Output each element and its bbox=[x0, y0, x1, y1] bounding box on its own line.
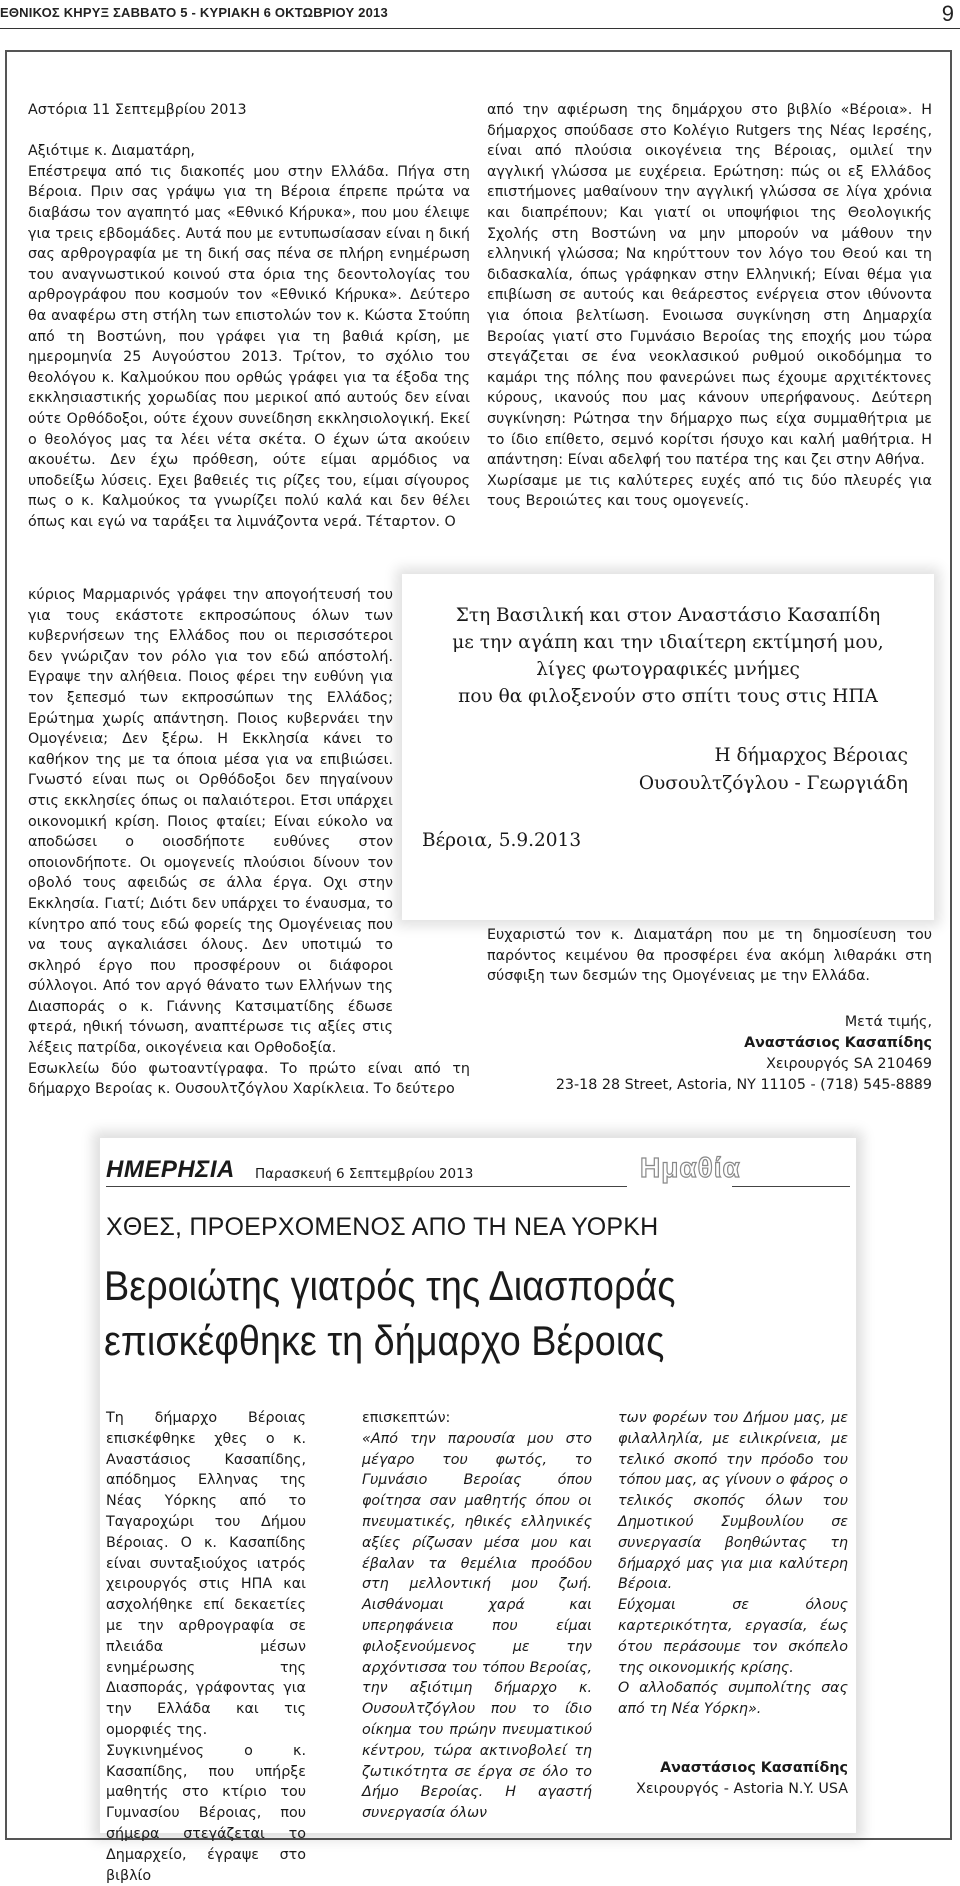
clipping-kicker: ΧΘΕΣ, ΠΡΟΕΡΧΟΜΕΝΟΣ ΑΠΟ ΤΗ ΝΕΑ ΥΟΡΚΗ bbox=[106, 1213, 659, 1241]
clipping-quote: Εύχομαι σε όλους καρτερικότητα, εργασία, έως ότου περάσουμε τον σκόπελο της οικονομικής κρίσης. bbox=[618, 1597, 848, 1676]
page-header bbox=[0, 0, 960, 29]
clipping-rule bbox=[732, 1186, 850, 1187]
clipping-signature bbox=[600, 1758, 848, 1800]
clipping-paragraph: Τη δήμαρχο Βέροιας επισκέφθηκε χθες ο κ. Αναστάσιος Κασαπίδης, απόδημος Ελληνας της Νέας Υόρκης από το Ταγαροχώρι του Δήμου Βέροιας. Ο κ. Κασαπίδης είναι συνταξιούχος ιατρός χειρουργός στις ΗΠΑ και ασχολήθηκε επί δεκαετίες με την αρθρογραφία σε πλειάδα μέσων ενημέρωσης της Διασποράς, γράφοντας για την Ελλάδα και τις ομορφιές της. bbox=[106, 1410, 306, 1738]
signer-name: Ουσουλτζόγλου - Γεωργιάδη bbox=[638, 773, 908, 794]
dedication-signer bbox=[639, 742, 908, 798]
clipping-paragraph: επισκεπτών: bbox=[362, 1410, 451, 1426]
clipping-column-1 bbox=[106, 1408, 306, 1886]
letter-date: Αστόρια 11 Σεπτεμβρίου 2013 bbox=[28, 102, 247, 118]
newspaper-clipping bbox=[100, 1138, 856, 1884]
clipping-section: Ημαθία bbox=[640, 1152, 741, 1183]
dedication-line: Στη Βασιλική και στον Αναστάσιο Κασαπίδη bbox=[455, 605, 881, 626]
letter-paragraph: Εσωκλείω δύο φωτοαντίγραφα. Το πρώτο είναι από τη δήμαρχο Βεροίας κ. Ουσουλτζόγλου Χαρίκλεια. Το δεύτερο bbox=[28, 1060, 470, 1098]
clipping-column-2 bbox=[362, 1408, 592, 1824]
dedication-text bbox=[402, 602, 934, 710]
signature-name: Αναστάσιος Κασαπίδης bbox=[744, 1035, 932, 1051]
clipping-headline bbox=[104, 1258, 770, 1368]
clipping-quote: «Από την παρουσία μου στο μέγαρο του φωτός, το Γυμνάσιο Βεροίας όπου φοίτησα σαν μαθητής όπου οι πνευματικές, ηθικές ελληνικές αξίες ρίζωσαν μέσα μου και έβαλαν τα θεμέλια προόδου στη μελλοντική μου ζωή. Αισθάνομαι χαρά και υπερηφάνεια που είμαι φιλοξενούμενος με την αρχόντισσα του τόπου Βεροίας, την αξιότιμη δήμαρχο κ. Ουσουλτζόγλου που το ίδιο οίκημα του πρώην πνευματικού κέντρου, τώρα ακτινοβολεί τη ζωτικότητα σε έργα σε όλο το Δήμο Βεροίας. Η αγαστή συνεργασία όλων bbox=[362, 1430, 592, 1822]
headline-line: επισκέφθηκε τη δήμαρχο Βέροιας bbox=[104, 1317, 665, 1364]
letter-closing bbox=[487, 925, 932, 987]
letter-paragraph: Επέστρεψα από τις διακοπές μου στην Ελλάδα. Πήγα στη Βέροια. Πριν σας γράψω για τη Βέροια έπρεπε πρώτα να διαβάσω τον αγαπητό μας «Εθνικό Κήρυκα», που μου έλειψε για τρεις εβδομάδες. Αυτά που με εντυπωσίασαν είναι η δική σας αρθρογραφία με τη δική σας πένα σε πλήρη ενημέρωση του αναγνωστικού κοινού στα όρια της δεοντολογίας του αρθρογράφου που κοσμούν τον «Εθνικό Κήρυκα». Δεύτερο θα αναφέρω στη στήλη των επιστολών τον κ. Κώστα Στούπη από τη Βοστώνη, που γράφει για τη βαθιά κρίση, με ημερομηνία 25 Αυγούστου 2013. Τρίτον, το σχόλιο του θεολόγου κ. Καλμούκου που ορθώς γράφει για τα έξοδα της εκκλησιαστικής χορωδίας που μερικοί από αυτούς δεν είναι ούτε Ορθόδοξοι, ούτε έχουν συνείδηση εκκλησιολογική. Εκεί ο θεολόγος μας τα λέει νέτα σκέτα. Ο έχων ώτα ακούειν ακουέτω. Δεν έχω πρόθεση, ούτε είμαι αρμόδιος να υποδείξω λύσεις. Εχει βαθειές τις ρίζες του, είμαι σίγουρος πως ο κ. Καλμούκος τα γνωρίζει πολύ καλά και δεν θέλει όπως και εγώ να ταράξει τα λιμνάζοντα νερά. Τέταρτον. Ο bbox=[28, 163, 470, 530]
signer-title: Η δήμαρχος Βέροιας bbox=[714, 745, 908, 766]
dedication-line: που θα φιλοξενούν στο σπίτι τους στις ΗΠΑ bbox=[458, 686, 878, 707]
clipping-signature-name: Αναστάσιος Κασαπίδης bbox=[660, 1760, 848, 1776]
page-number: 9 bbox=[941, 1, 954, 26]
signature-salutation: Μετά τιμής, bbox=[844, 1014, 932, 1030]
letter-signature bbox=[487, 1012, 932, 1096]
letter-paragraph: κύριος Μαρμαρινός γράφει την απογοήτευσή του για τους εκάστοτε εκπροσώπους όλων των κυβερνήσεων της Ελλάδος που οι περισσότεροι δεν γνώριζαν τον ρόλο για τον εδώ απόστολή. Εγραψε την αλήθεια. Ποιος φέρει την ευθύνη για τον ξεπεσμό των εκπροσώπων της Ελλάδος; Ερώτημα χωρίς απάντηση. Ποιος κυβερνάει την Ομογένεια; Δεν ξέρω. Η Εκκλησία κάνει το καθήκον της με τα όποια μέσα για να επιβιώσει. Γνωστό είναι πως οι Ορθόδοξοι δεν πηγαίνουν στις εκκλησίες όπως οι παλαιότεροι. Ετσι υπάρχει οικονομική κρίση. Ποιος φταίει; Είναι εύκολο να αποδώσει ο οιοσδήποτε ευθύνες στον οποιονδήποτε. Οι ομογενείς πλούσιοι δίνουν τον οβολό τους αφειδώς σε άλλα έργα. Οχι στην Εκκλησία. Γιατί; Διότι δεν υπάρχει το έναυσμα, το κίνητρο από τους εδώ φορείς της Ομογένειας που να τους αγκαλιάσει όλους. Δεν υποτιμώ το σκληρό έργο που προσφέρουν οι διάφοροι σύλλογοι. Από τον αργό θάνατο των Ελλήνων της Διασποράς ο κ. Γιάννης Κατσιματίδης έδωσε φτερά, ηθική τόνωση, αναπτέρωσε τις αξίες στις λέξεις πατρίδα, οικογένεια και Ορθοδοξία. bbox=[28, 587, 393, 1057]
headline-line: Βεροιώτης γιατρός της Διασποράς bbox=[104, 1262, 676, 1309]
letter-greeting: Αξιότιμε κ. Διαματάρη, bbox=[28, 143, 195, 160]
clipping-paragraph: Συγκινημένος ο κ. Κασαπίδης, που υπήρξε μαθητής στο κτίριο του Γυμνασίου Βέροιας, που σήμερα στεγάζεται το Δημαρχείο, έγραψε στο βιβλίο bbox=[106, 1742, 306, 1884]
clipping-column-3 bbox=[618, 1408, 848, 1720]
signature-address: 23-18 28 Street, Astoria, NY 11105 - (718) 545-8889 bbox=[555, 1077, 932, 1093]
clipping-signature-title: Χειρουργός - Astoria N.Y. USA bbox=[636, 1781, 848, 1797]
dedication-line: λίγες φωτογραφικές μνήμες bbox=[536, 659, 800, 680]
clipping-paper-name: ΗΜΕΡΗΣΙΑ bbox=[106, 1156, 235, 1183]
letter-paragraph: από την αφιέρωση της δημάρχου στο βιβλίο «Βέροια». Η δήμαρχος σπούδασε στο Κολέγιο Rutgers της Νέας Ιερσέης, είναι από πλούσια οικογένεια της Βέροιας, ομιλεί την αγγλική γλώσσα με ευχέρεια. Ερώτηση: πώς οι εξ Ελλάδος επιστήμονες μαθαίνουν την αγγλική γλώσσα σε λίγα χρόνια και διαπρέπουν; Και γιατί οι υποψήφιοι της Θεολογικής Σχολής στη Βοστώνη να μην μπορούν να μάθουν την ελληνική γλώσσα; Να κηρύττουν τον λόγο του Θεού και τη διδασκαλία, όπως γράφηκαν στην Ελληνική; Είναι θέμα για επιβίωση σε αυτούς και θεάρεστος ενέργεια στον ιθύνοντα για όποια βελτίωση. Ενοιωσα συγκίνηση στη Δημαρχία Βεροίας γιατί στο Γυμνάσιο Βεροίας της εποχής μου τώρα στεγάζεται σε ένα νεοκλασικού ρυθμού οικοδόμημα το καμάρι της πόλης που φανερώνει πως έχουμε αρχιτέκτονες κύρους, ικανούς που μας κάνουν υπερήφανους. Δεύτερη συγκίνηση: Ρώτησα την δήμαρχο πως είχα συμμαθήτρια με το ίδιο επίθετο, σεμνό κορίτσι ήσυχο και καλή μαθήτρια. Η απάντηση: Είναι αδελφή του πατέρα της και ζει στην Αθήνα. bbox=[487, 102, 932, 469]
clipping-quote: των φορέων του Δήμου μας, με φιλαλληλία, με ειλικρίνεια, με τελικό σκοπό την πρόοδο του τόπου μας, ας γίνουν ο φάρος ο τελικός σκοπός όλων του Δημοτικού Συμβουλίου σε συνεργασία βοηθώντας τη δήμαρχό μας για μια καλύτερη Βέροια. bbox=[618, 1410, 848, 1593]
letter-left-column bbox=[28, 100, 470, 532]
letter-paragraph: Ευχαριστώ τον κ. Διαματάρη που με τη δημοσίευση του παρόντος κειμένου θα προσφέρει ένα ακόμη λιθαράκι στη σύσφιξη των δεσμών της Ομογένειας με την Ελλάδα. bbox=[487, 927, 932, 985]
newspaper-masthead: ΕΘΝΙΚΟΣ ΚΗΡΥΞ ΣΑΒΒΑΤΟ 5 - ΚΥΡΙΑΚΗ 6 ΟΚΤΩΒΡΙΟΥ 2013 bbox=[0, 5, 388, 20]
clipping-quote: Ο αλλοδαπός συμπολίτης σας από τη Νέα Υόρκη». bbox=[618, 1680, 848, 1718]
dedication-card bbox=[402, 574, 934, 920]
clipping-rule bbox=[106, 1186, 627, 1187]
signature-title: Χειρουργός SA 210469 bbox=[766, 1056, 932, 1072]
letter-right-column bbox=[487, 100, 932, 512]
dedication-date: Βέροια, 5.9.2013 bbox=[422, 830, 582, 851]
clipping-date: Παρασκευή 6 Σεπτεμβρίου 2013 bbox=[255, 1166, 474, 1182]
dedication-line: με την αγάπη και την ιδιαίτερη εκτίμησή μου, bbox=[452, 632, 884, 653]
letter-paragraph: Χωρίσαμε με τις καλύτερες ευχές από τις δύο πλευρές για τους Βεροιώτες και τους ομογενείς. bbox=[487, 472, 932, 510]
